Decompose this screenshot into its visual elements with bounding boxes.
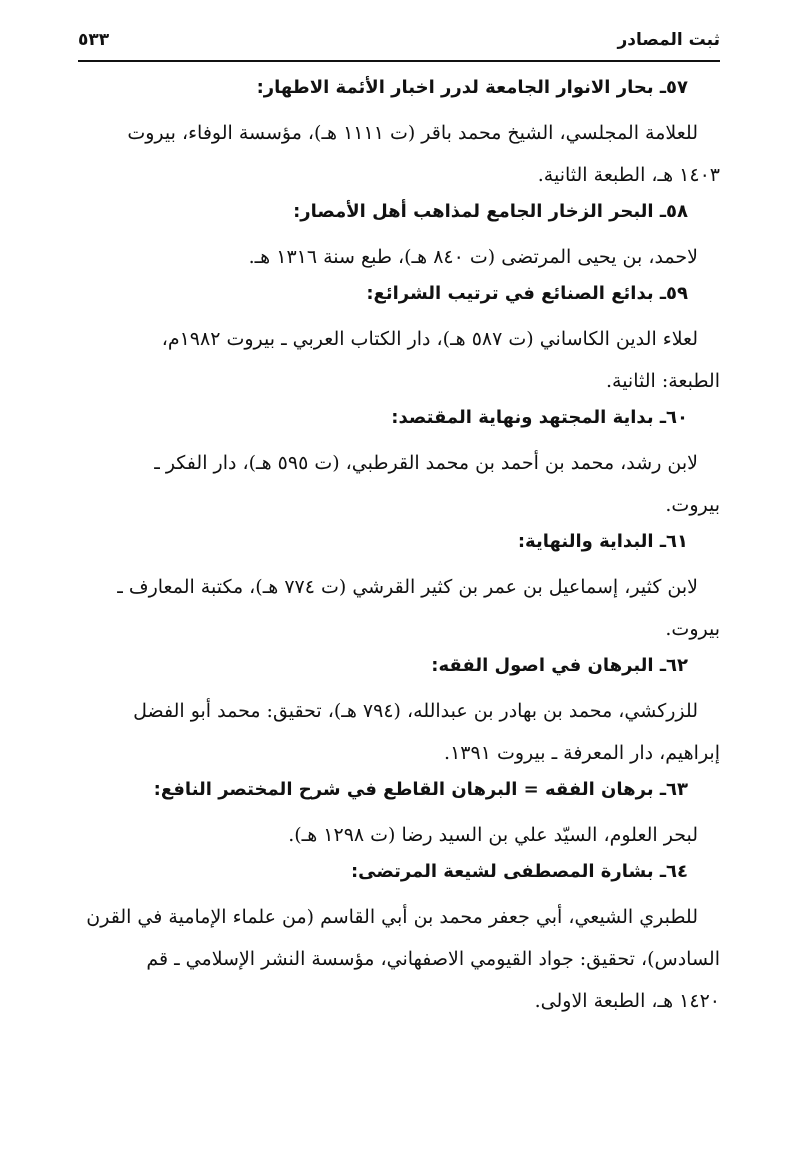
- entry-title: ٦٠ـ بداية المجتهد ونهاية المقتصد:: [391, 407, 688, 428]
- entry-line: لعلاء الدين الكاساني (ت ٥٨٧ هـ)، دار الكتاب العربي ـ بيروت ١٩٨٢م،: [161, 328, 698, 350]
- entry-body: [78, 112, 720, 196]
- header-title: ثبت المصادر: [617, 30, 720, 50]
- bibliography-entry: [78, 526, 720, 650]
- entry-line: إبراهيم، دار المعرفة ـ بيروت ١٣٩١.: [444, 742, 720, 764]
- bibliography-entry: [78, 856, 720, 1022]
- entry-line: ١٤٠٣ هـ، الطبعة الثانية.: [537, 164, 720, 186]
- entry-title: ٦٤ـ بشارة المصطفى لشيعة المرتضى:: [350, 861, 688, 882]
- entry-line: لاحمد، بن يحيى المرتضى (ت ٨٤٠ هـ)، طبع سنة ١٣١٦ هـ.: [248, 246, 698, 268]
- entry-line: ١٤٢٠ هـ، الطبعة الاولى.: [534, 990, 720, 1012]
- bibliography-entry: [78, 72, 720, 196]
- entry-line: لابن رشد، محمد بن أحمد بن محمد القرطبي، (ت ٥٩٥ هـ)، دار الفكر ـ: [154, 452, 698, 474]
- entry-line: للطبري الشيعي، أبي جعفر محمد بن أبي القاسم (من علماء الإمامية في القرن: [86, 906, 698, 928]
- entry-title: ٥٩ـ بدائع الصنائع في ترتيب الشرائع:: [366, 283, 688, 304]
- page-number: ٥٣٣: [78, 30, 110, 50]
- entry-body: [78, 690, 720, 774]
- entry-body: [78, 566, 720, 650]
- entry-body: [78, 236, 720, 278]
- bibliography-entry: [78, 650, 720, 774]
- bibliography-entry: [78, 278, 720, 402]
- running-header: [78, 26, 720, 62]
- entry-title: ٥٨ـ البحر الزخار الجامع لمذاهب أهل الأمصار:: [293, 201, 688, 222]
- entry-line: بيروت.: [665, 494, 720, 516]
- entry-line: للعلامة المجلسي، الشيخ محمد باقر (ت ١١١١ هـ)، مؤسسة الوفاء، بيروت: [127, 122, 698, 144]
- entry-body: [78, 318, 720, 402]
- bibliography-entry: [78, 196, 720, 278]
- document-page: [78, 26, 720, 1022]
- bibliography-entry: [78, 774, 720, 856]
- entry-title: ٦١ـ البداية والنهاية:: [517, 531, 688, 552]
- entry-title: ٥٧ـ بحار الانوار الجامعة لدرر اخبار الأئمة الاطهار:: [256, 77, 688, 98]
- entry-line: لبحر العلوم، السيّد علي بن السيد رضا (ت ١٢٩٨ هـ).: [288, 824, 698, 846]
- entry-line: للزركشي، محمد بن بهادر بن عبدالله، (٧٩٤ هـ)، تحقيق: محمد أبو الفضل: [133, 700, 698, 722]
- entry-body: [78, 814, 720, 856]
- entry-line: بيروت.: [665, 618, 720, 640]
- entry-title: ٦٢ـ البرهان في اصول الفقه:: [431, 655, 688, 676]
- entry-line: الطبعة: الثانية.: [605, 370, 720, 392]
- bibliography-list: [78, 72, 720, 1022]
- entry-title: ٦٣ـ برهان الفقه = البرهان القاطع في شرح المختصر النافع:: [153, 779, 688, 800]
- entry-body: [78, 896, 720, 1022]
- entry-body: [78, 442, 720, 526]
- bibliography-entry: [78, 402, 720, 526]
- entry-line: السادس)، تحقيق: جواد القيومي الاصفهاني، مؤسسة النشر الإسلامي ـ قم: [146, 948, 720, 970]
- entry-line: لابن كثير، إسماعيل بن عمر بن كثير القرشي (ت ٧٧٤ هـ)، مكتبة المعارف ـ: [117, 576, 698, 598]
